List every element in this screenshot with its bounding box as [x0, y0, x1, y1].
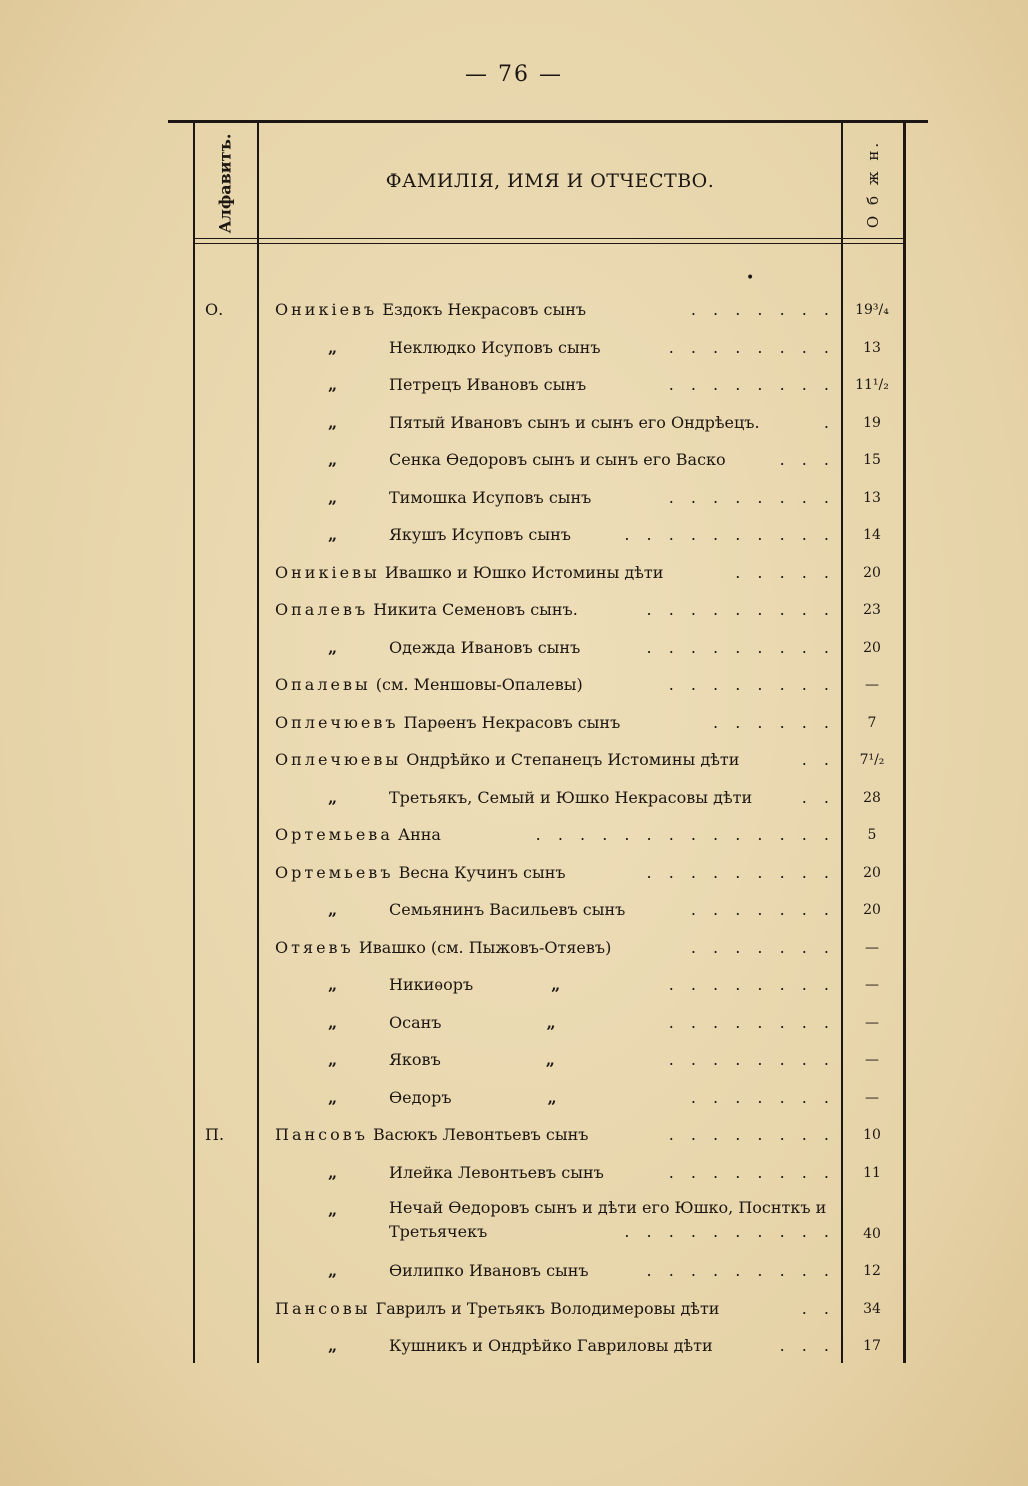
table-row [193, 555, 905, 591]
row-name [389, 405, 835, 441]
row-given-name: Ездокъ Некрасовъ сынъ [382, 300, 587, 319]
row-obzh-value: 20 [863, 564, 881, 581]
leader-dots: . . . . . . . . . [646, 637, 835, 657]
row-surname: Отяевъ [275, 937, 354, 957]
row-given-name: Илейка Левонтьевъ сынъ [389, 1162, 604, 1182]
table-row [193, 1253, 905, 1289]
row-given-name: Петрецъ Ивановъ сынъ [389, 375, 587, 394]
header-obzh-label: О б ж н. [864, 139, 883, 229]
row-obzh-value: 11 [863, 1164, 881, 1181]
row-given-name: Тимошка Исуповъ сынъ [389, 487, 592, 507]
leader-dots: . . . . . . . . [668, 487, 835, 507]
row-given-name: Никита Семеновъ сынъ. [373, 600, 578, 619]
leader-dots: . . . . . . . . . [646, 1261, 835, 1280]
header-rule [193, 238, 905, 239]
row-obzh-value: 14 [863, 527, 881, 543]
leader-dots: . . [801, 787, 835, 807]
row-obzh-value: 13 [863, 489, 881, 506]
table-row [193, 1192, 905, 1252]
row-obzh-value: 20 [863, 639, 881, 656]
leader-dots: . . [801, 1298, 835, 1318]
leader-dots: . . . . . [735, 562, 835, 582]
row-obzh-value: — [865, 677, 879, 693]
ditto-mark-inline: „ [545, 1050, 555, 1069]
table-row [193, 930, 905, 966]
row-given-name: Яковъ [389, 1050, 441, 1069]
table-row [193, 592, 905, 628]
leader-dots: . . . . . . . [690, 900, 835, 919]
row-name [275, 1291, 835, 1327]
row-surname: Опалевы [275, 675, 371, 694]
leader-dots: . . . . . . . [690, 1087, 835, 1107]
ditto-mark: „ [328, 900, 338, 919]
table-row [193, 1328, 905, 1364]
table-row [193, 367, 905, 403]
table-row [193, 705, 905, 741]
row-given-name: Пятый Ивановъ сынъ и сынъ его Ондрѣецъ. [389, 412, 760, 432]
table-row [193, 405, 905, 441]
leader-dots: . . . [779, 1336, 835, 1355]
table-row [193, 292, 905, 328]
leader-dots: . . . . . . . [690, 300, 835, 319]
ditto-mark: „ [328, 1012, 338, 1032]
ditto-mark: „ [328, 1087, 338, 1107]
ditto-mark: „ [328, 487, 338, 507]
row-obzh-value: 5 [867, 827, 877, 843]
row-surname: Оплечюевъ [275, 712, 399, 732]
table-row [193, 330, 905, 366]
table-row [193, 517, 905, 553]
row-obzh-value: 15 [863, 452, 881, 468]
leader-dots: . . . . . . . . [668, 1125, 835, 1144]
row-given-name: Неклюдко Исуповъ сынъ [389, 337, 601, 357]
ditto-mark: „ [328, 1162, 338, 1182]
ditto-mark: „ [328, 375, 338, 394]
row-name [389, 1328, 835, 1364]
table-row [193, 442, 905, 478]
leader-dots: . . . . . . . . . . [624, 525, 835, 544]
row-obzh-value: 40 [863, 1226, 881, 1242]
row-letter: О. [205, 300, 224, 319]
leader-dots: . . . . . . . . [668, 337, 835, 357]
leader-dots: . . . [779, 450, 835, 469]
row-given-name: Одежда Ивановъ сынъ [389, 637, 581, 657]
row-obzh-value: — [865, 1089, 879, 1106]
row-given-name: Ѳилипко Ивановъ сынъ [389, 1261, 589, 1280]
ditto-mark: „ [328, 1050, 338, 1069]
leader-dots: . . . . . . . . [668, 1012, 835, 1032]
ditto-mark: „ [328, 450, 338, 469]
header-obzh [845, 132, 901, 236]
row-obzh-value: 7 [867, 714, 877, 731]
row-surname: Оплечюевы [275, 750, 402, 769]
ditto-mark: „ [328, 525, 338, 544]
header-rule-double [193, 243, 905, 244]
table-row [193, 817, 905, 853]
row-given-name: Нечай Ѳедоровъ сынъ и дѣти его Юшко, Поснткъ и Третьячекъ [389, 1198, 827, 1241]
leader-dots: . . . . . . [713, 712, 835, 732]
row-obzh-value: 10 [863, 1127, 881, 1143]
row-obzh-value: 34 [863, 1300, 881, 1317]
leader-dots: . . . . . . . [690, 937, 835, 957]
row-given-name: Весна Кучинъ сынъ [398, 862, 566, 882]
leader-dots: . [823, 412, 835, 432]
row-given-name: Ѳедоръ [389, 1087, 452, 1107]
leader-dots: . . . . . . . . . [646, 862, 835, 882]
stray-mark: • [746, 270, 755, 286]
leader-dots: . . . . . . . . [668, 675, 835, 694]
leader-dots: . . . . . . . . . [646, 600, 835, 619]
table-row [193, 780, 905, 816]
row-given-name: Васюкъ Левонтьевъ сынъ [373, 1125, 589, 1144]
leader-dots: . . . . . . . . [668, 375, 835, 394]
table-row [193, 667, 905, 703]
row-obzh-value: 13 [863, 339, 881, 356]
row-given-name: Парѳенъ Некрасовъ сынъ [403, 712, 621, 732]
row-given-name: Гаврилъ и Третьякъ Володимеровы дѣти [375, 1298, 720, 1318]
row-given-name: Сенка Ѳедоровъ сынъ и сынъ его Васко [389, 450, 726, 469]
table-row [193, 1291, 905, 1327]
leader-dots: . . [801, 750, 835, 769]
leader-dots: . . . . . . . . . . . . . . [535, 825, 835, 844]
leader-dots: . . . . . . . . . . [624, 1222, 835, 1241]
row-given-name: Кушникъ и Ондрѣйко Гавриловы дѣти [389, 1336, 713, 1355]
row-given-name: Осанъ [389, 1012, 442, 1032]
row-obzh-value: 7¹/₂ [859, 752, 885, 768]
row-given-name: (см. Меншовы-Опалевы) [375, 675, 583, 694]
row-obzh-value: 19³/₄ [855, 302, 889, 318]
ditto-mark: „ [328, 412, 338, 432]
row-surname: Пансовы [275, 1298, 371, 1318]
row-obzh-value: — [865, 977, 879, 993]
header-alphabet [203, 132, 247, 234]
row-obzh-value: 11¹/₂ [855, 377, 889, 393]
row-given-name: Ивашко и Юшко Истомины дѣти [384, 562, 664, 582]
leader-dots: . . . . . . . . [668, 1050, 835, 1069]
row-obzh-value: 12 [863, 1263, 881, 1279]
row-given-name: Третьякъ, Семый и Юшко Некрасовы дѣти [389, 787, 753, 807]
row-obzh-value: 23 [863, 602, 881, 618]
header-alphabet-label: Алфавитъ. [215, 133, 235, 233]
row-name [389, 780, 835, 816]
ditto-mark-inline: „ [551, 975, 561, 994]
row-given-name: Анна [397, 825, 441, 844]
row-surname: Опалевъ [275, 600, 369, 619]
row-obzh-value: — [865, 939, 879, 956]
table-row [193, 967, 905, 1003]
table-row [193, 1117, 905, 1153]
row-given-name: Семьянинъ Васильевъ сынъ [389, 900, 626, 919]
row-obzh-value: 19 [863, 414, 881, 431]
table-row [193, 480, 905, 516]
table-row [193, 630, 905, 666]
ditto-mark-inline: „ [547, 1087, 557, 1107]
row-given-name: Ондрѣйко и Степанецъ Истомины дѣти [406, 750, 740, 769]
row-obzh-value: 20 [863, 902, 881, 918]
row-given-name: Никиѳоръ [389, 975, 474, 994]
table-top-rule [168, 120, 928, 123]
ditto-mark-inline: „ [546, 1012, 556, 1032]
header-name: ФАМИЛIЯ, ИМЯ И ОТЧЕСТВО. [385, 170, 715, 192]
row-name [275, 742, 835, 778]
row-letter: П. [205, 1125, 225, 1144]
row-given-name: Якушъ Исуповъ сынъ [389, 525, 571, 544]
table-row [193, 1005, 905, 1041]
row-surname: Ортемьевъ [275, 862, 394, 882]
ditto-mark: „ [328, 787, 338, 807]
ditto-mark: „ [328, 337, 338, 357]
ditto-mark: „ [328, 1336, 338, 1355]
row-surname: Оникiевъ [275, 300, 378, 319]
ditto-mark: „ [328, 1261, 338, 1280]
ditto-mark: „ [328, 975, 338, 994]
table-row [193, 892, 905, 928]
table-row [193, 1155, 905, 1191]
row-given-name: Ивашко (см. Пыжовъ-Отяевъ) [358, 937, 612, 957]
row-obzh-value: 28 [863, 789, 881, 806]
table-row [193, 1080, 905, 1116]
row-obzh-value: — [865, 1014, 879, 1031]
leader-dots: . . . . . . . . [668, 1162, 835, 1182]
row-surname: Оникiевы [275, 562, 380, 582]
row-surname: Ортемьева [275, 825, 393, 844]
ditto-mark: „ [328, 1200, 338, 1219]
row-obzh-value: — [865, 1052, 879, 1068]
page-number: — 76 — [465, 62, 563, 87]
row-obzh-value: 20 [863, 864, 881, 881]
table-row [193, 742, 905, 778]
ditto-mark: „ [328, 637, 338, 657]
row-name [389, 442, 835, 478]
row-surname: Пансовъ [275, 1125, 368, 1144]
leader-dots: . . . . . . . . [668, 975, 835, 994]
table-row [193, 855, 905, 891]
register-table [193, 120, 905, 1360]
table-row [193, 1042, 905, 1078]
row-obzh-value: 17 [863, 1338, 881, 1354]
